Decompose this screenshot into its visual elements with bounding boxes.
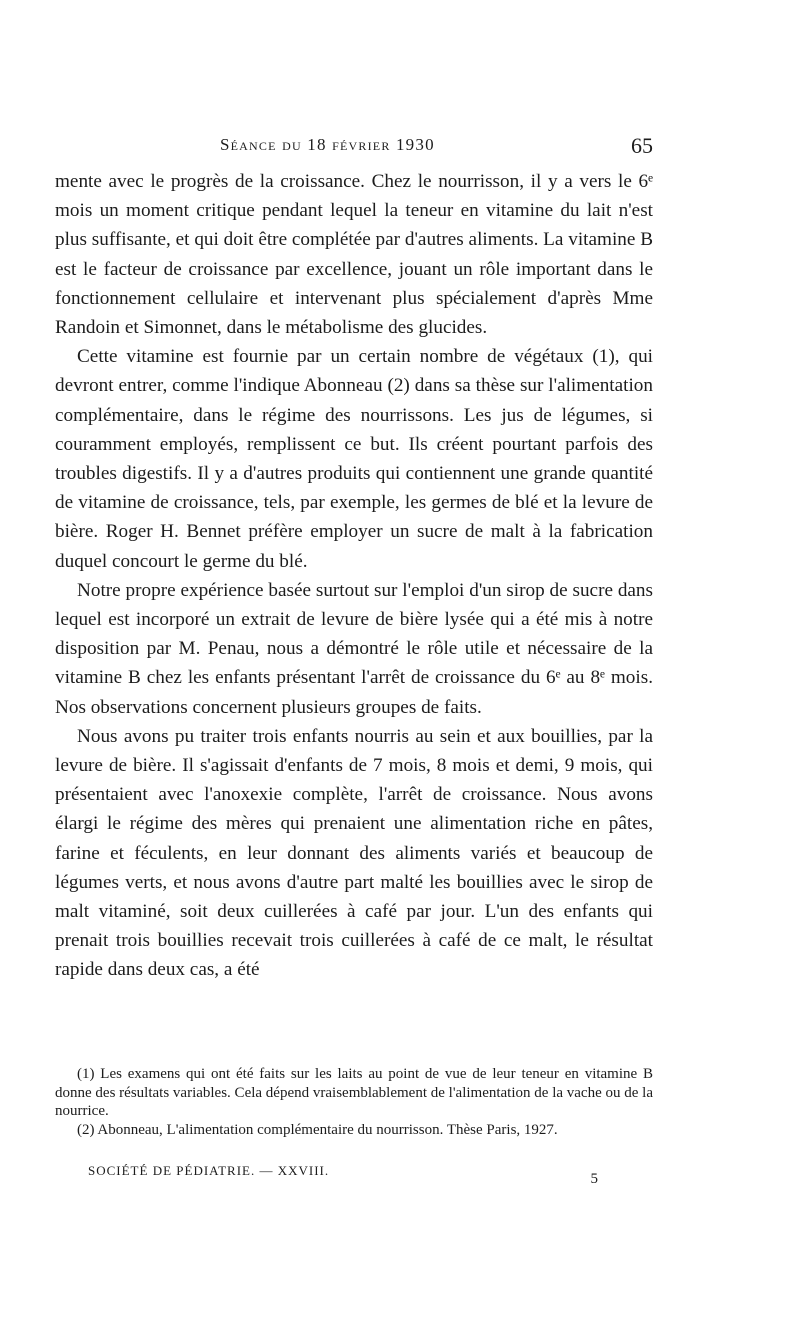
- footnote-2: (2) Abonneau, L'alimentation complémentaire du nourrisson. Thèse Paris, 1927.: [77, 1121, 558, 1138]
- paragraph-treatment: Nous avons pu traiter trois enfants nourris au sein et aux bouillies, par la levure de bière. Il s'agissait d'enfants de 7 mois, 8 mois et demi, 9 mois, qui présentaient avec l'anoxexie complète, l'arrêt de croissance. Nous avons élargi le régime des mères qui prenaient une alimentation riche en pâtes, farine et féculents, en leur donnant des aliments variés et beaucoup de légumes verts, et nous avons d'autre part malté les bouillies avec le sirop de malt vitaminé, soit deux cuillerées à café par jour. L'un des enfants qui prenait trois bouillies recevait trois cuillerées à café de ce malt, le résultat rapide dans deux cas, a été: [55, 725, 653, 981]
- footnotes: [55, 1065, 653, 1139]
- paragraph-own-experience: Notre propre expérience basée surtout sur l'emploi d'un sirop de sucre dans lequel est incorporé un extrait de levure de bière lysée qui a été mis à notre disposition par M. Penau, nous a démontré le rôle utile et nécessaire de la vitamine B chez les enfants présentant l'arrêt de croissance du 6ᵉ au 8ᵉ mois. Nos observations concernent plusieurs groupes de faits.: [55, 579, 653, 718]
- page-number: 65: [631, 133, 653, 158]
- footnote-1: (1) Les examens qui ont été faits sur les laits au point de vue de leur teneur en vitamine B donne des résultats variables. Cela dépend vraisemblablement de l'alimentation de la vache ou de la nourrice.: [55, 1066, 653, 1119]
- signature-mark: 5: [590, 1171, 598, 1187]
- paragraph-vitamin-sources: Cette vitamine est fournie par un certain nombre de végétaux (1), qui devront entrer, comme l'indique Abonneau (2) dans sa thèse sur l'alimentation complémentaire, dans le régime des nourrissons. Les jus de légumes, si couramment employés, remplissent ce but. Ils créent pourtant parfois des troubles digestifs. Il y a d'autres produits qui contiennent une grande quantité de vitamine de croissance, tels, par exemple, les germes de blé et la levure de bière. Roger H. Bennet préfère employer un sucre de malt à la fabrication duquel concourt le germe du blé.: [55, 346, 653, 572]
- running-head: Séance du 18 février 1930: [220, 135, 435, 154]
- page-header: [55, 133, 653, 165]
- signature-line: SOCIÉTÉ DE PÉDIATRIE. — XXVIII.: [88, 1163, 330, 1178]
- paragraph-continuation: mente avec le progrès de la croissance. Chez le nourrisson, il y a vers le 6ᵉ mois un moment critique pendant lequel la teneur en vitamine du lait n'est plus suffisante, et qui doit être complétée par d'autres aliments. La vitamine B est le facteur de croissance par excellence, jouant un rôle important dans le fonctionnement cellulaire et intervenant plus spécialement d'après Mme Randoin et Simonnet, dans le métabolisme des glucides.: [55, 171, 653, 339]
- body-text: [55, 167, 653, 985]
- page-footer: [88, 1163, 653, 1193]
